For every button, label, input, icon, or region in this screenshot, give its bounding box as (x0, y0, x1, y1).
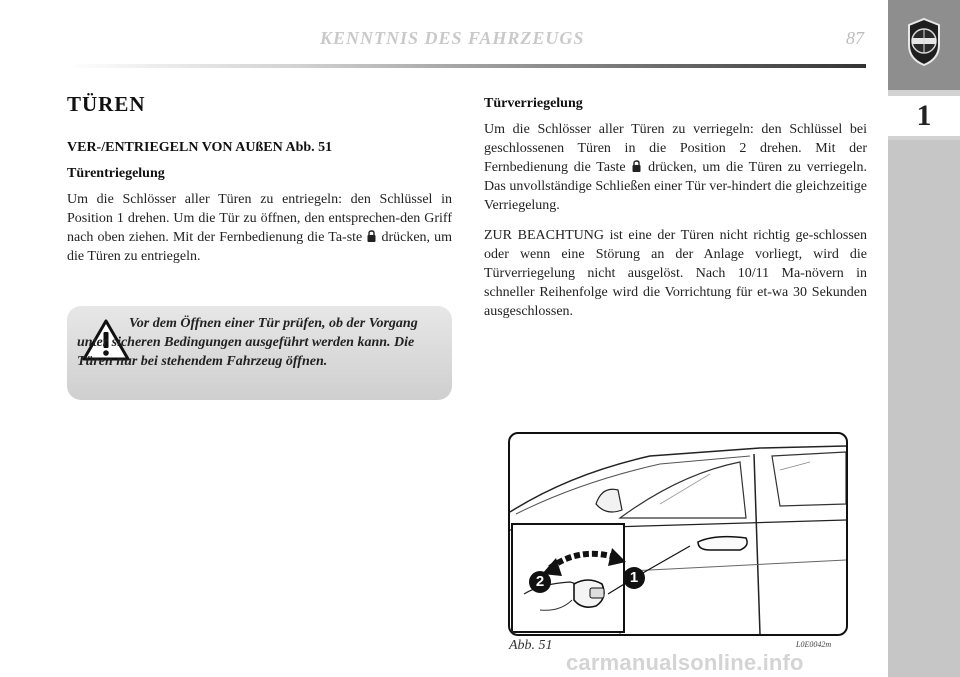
figure-code: L0E0042m (796, 640, 832, 649)
lancia-logo-icon (906, 17, 942, 67)
warning-box (67, 306, 452, 400)
lock-text-start: Um die Schlösser aller Türen zu verriegeln: den Schlüssel bei geschlossenen Türen in die Position 2 drehen. Mit der Fernbedienung die Taste (484, 122, 867, 175)
warning-text: Vor dem Öffnen einer Tür prüfen, ob der Vorgang unter sicheren Bedingungen ausgeführt werden kann. Die Türen nur bei stehendem Fahrzeug öffnen. (77, 316, 418, 369)
figure-caption: Abb. 51 (509, 638, 553, 653)
unlock-paragraph (67, 190, 452, 266)
lock-text-end: drücken, um die Türen zu verriegeln. Das unvollständige Schließen einer Tür ver-hindert die gleichzeitige Verriegelung. (484, 160, 867, 213)
watermark: carmanualsonline.info (566, 650, 804, 675)
lock-heading: Türverriegelung (484, 96, 583, 111)
sidebar-logo-area (888, 0, 960, 90)
subsection-title: VER-/ENTRIEGELN VON AUßEN Abb. 51 (67, 140, 333, 155)
sidebar-stripe (888, 140, 960, 677)
unlock-text-start: Um die Schlösser aller Türen zu entriegeln: den Schlüssel in Position 1 drehen. Um die Tür zu öffnen, den entsprechen-den Griff nach oben ziehen. Mit der Fernbedienung die Ta-ste (67, 192, 452, 245)
section-title: TÜREN (67, 92, 146, 116)
note-paragraph: ZUR BEACHTUNG ist eine der Türen nicht richtig ge-schlossen oder wenn eine Störung an der Anlage vorliegt, wird die Türverriegelung nicht ausgelöst. Nach 10/11 Ma-növern in schneller Reihenfolge wird die Vorrichtung für et-wa 30 Sekunden ausgeschlossen. (484, 228, 867, 319)
lock-paragraph (484, 120, 867, 215)
unlock-button-icon (367, 230, 376, 242)
unlock-heading: Türentriegelung (67, 166, 165, 181)
page-number: 87 (846, 28, 864, 48)
header-rule (66, 64, 866, 68)
callout-1-label: 1 (629, 569, 639, 586)
unlock-text-end: drücken, um die Türen zu entriegeln. (67, 230, 453, 264)
chapter-sidebar (888, 0, 960, 677)
car-door-drawing (510, 434, 846, 634)
callout-2-label: 2 (535, 573, 545, 590)
chapter-number: 1 (888, 96, 960, 136)
running-header: KENNTNIS DES FAHRZEUGS (320, 28, 585, 48)
door-lock-illustration (508, 432, 848, 636)
lock-button-icon (632, 160, 641, 172)
